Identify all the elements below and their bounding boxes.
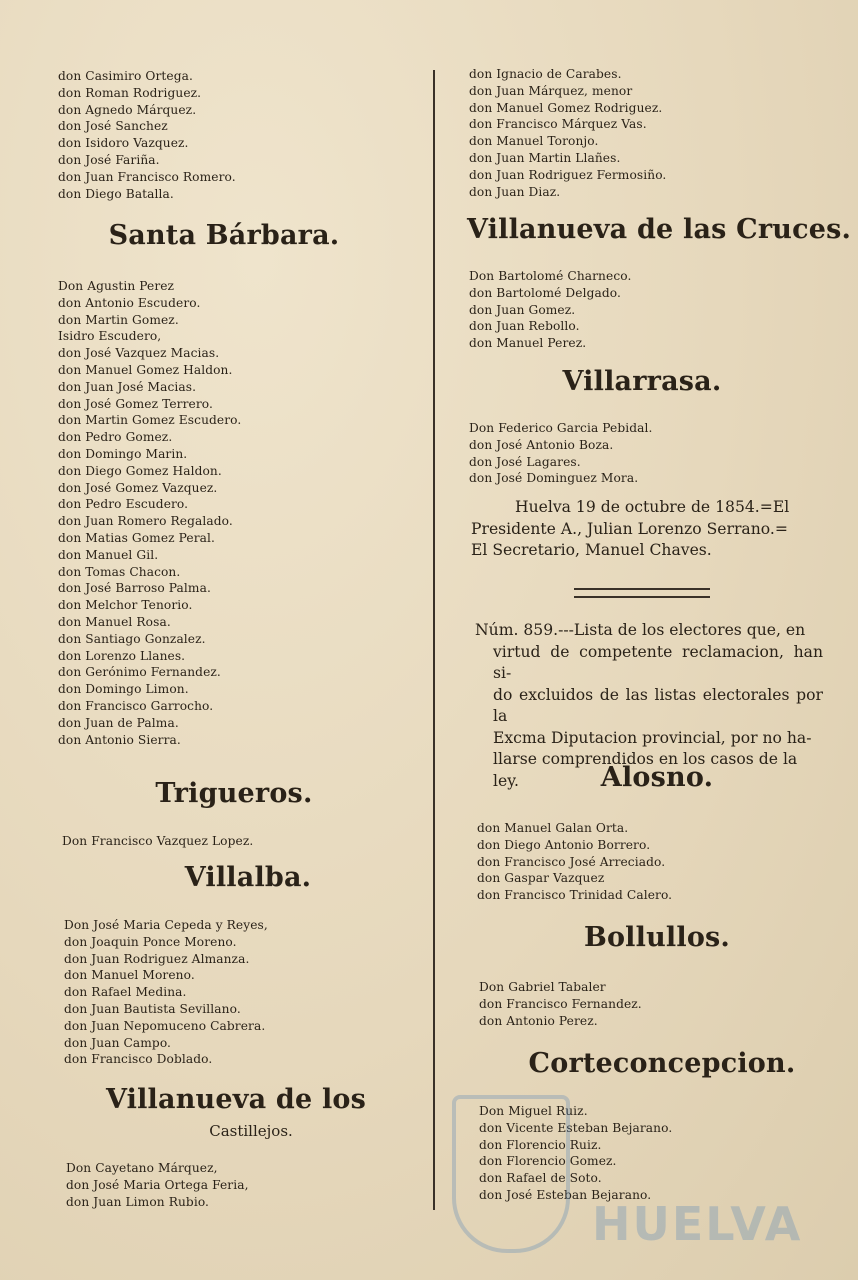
paragraph-line: do excluidos de las listas electorales por la: [493, 685, 823, 725]
list-item: don Francisco Garrocho.: [58, 698, 214, 713]
section-title-corteconcepcion: Corteconcepcion.: [528, 1048, 796, 1079]
list-item: don Antonio Escudero.: [58, 295, 201, 310]
list-item: Don Federico Garcia Pebidal.: [469, 421, 653, 435]
list-item: don Manuel Toronjo.: [469, 134, 599, 149]
right-top-names: [469, 66, 666, 200]
closing-line: Presidente A., Julian Lorenzo Serrano.=: [471, 519, 788, 538]
closing-line: Huelva 19 de octubre de 1854.=El: [515, 498, 790, 516]
list-item: don Juan Gomez.: [469, 302, 576, 317]
section-title-trigueros: Trigueros.: [155, 778, 313, 809]
list-item: don Francisco Márquez Vas.: [469, 117, 647, 132]
list-item: don Domingo Limon.: [58, 682, 189, 697]
list-item: don Juan Rebollo.: [469, 319, 580, 334]
list-item: don Diego Gomez Haldon.: [58, 463, 222, 478]
watermark-text: HUELVA: [592, 1197, 803, 1251]
list-item: Don Francisco Vazquez Lopez.: [62, 834, 254, 848]
santa-barbara-names: [58, 278, 241, 748]
list-item: don Diego Batalla.: [58, 186, 174, 201]
list-item: don Martin Gomez Escudero.: [58, 413, 242, 428]
list-item: don Gaspar Vazquez: [477, 871, 605, 886]
left-top-names: [58, 68, 236, 202]
list-item: don José Sanchez: [58, 119, 168, 134]
paragraph-line: Núm. 859.---Lista de los electores que, en: [475, 621, 806, 639]
paragraph-line: virtud de competente reclamacion, han si-: [493, 642, 823, 682]
list-item: Isidro Escudero,: [58, 329, 162, 344]
list-item: don Manuel Gomez Rodriguez.: [469, 100, 663, 115]
list-item: don Domingo Marin.: [58, 446, 188, 461]
column-divider: [433, 70, 435, 1210]
list-item: don Lorenzo Llanes.: [58, 648, 186, 663]
list-item: don Juan Nepomuceno Cabrera.: [64, 1018, 266, 1033]
list-item: Don Miguel Ruiz.: [479, 1104, 588, 1118]
villalba-names: [64, 917, 268, 1068]
list-item: Don José Maria Cepeda y Reyes,: [64, 918, 268, 932]
list-item: don Pedro Gomez.: [58, 430, 173, 445]
list-item: don Isidoro Vazquez.: [58, 136, 189, 151]
list-item: don Melchor Tenorio.: [58, 598, 193, 613]
list-item: don José Lagares.: [469, 454, 581, 469]
list-item: don José Gomez Vazquez.: [58, 480, 218, 495]
paragraph-line: llarse comprendidos en los casos de la: [493, 750, 798, 768]
villanueva-cruces-names: [469, 268, 631, 352]
section-title-villanueva-castillejos: Villanueva de los: [105, 1084, 367, 1115]
list-item: don Juan Diaz.: [469, 184, 561, 199]
list-item: don Matias Gomez Peral.: [58, 530, 215, 545]
list-item: don José Antonio Boza.: [469, 437, 614, 452]
paragraph-line: ley.: [493, 771, 519, 790]
alosno-names: [477, 820, 672, 904]
closing-signature: [471, 497, 821, 562]
list-item: don Juan Martin Llañes.: [469, 150, 621, 165]
list-item: don Tomas Chacon.: [58, 564, 181, 579]
section-title-bollullos: Bollullos.: [583, 922, 731, 953]
section-subtitle-castillejos: Castillejos.: [209, 1122, 293, 1140]
list-item: don Juan Campo.: [64, 1035, 172, 1050]
list-item: don Bartolomé Delgado.: [469, 285, 621, 300]
list-item: Don Bartolomé Charneco.: [469, 269, 632, 283]
list-item: don Antonio Sierra.: [58, 732, 181, 747]
villanueva-castillejos-names: [66, 1160, 249, 1210]
list-item: don Juan Rodriguez Fermosiño.: [469, 167, 667, 182]
list-item: don Manuel Rosa.: [58, 614, 171, 629]
closing-line: El Secretario, Manuel Chaves.: [471, 541, 712, 559]
shield-icon: [452, 1095, 570, 1253]
decorative-double-rule: [574, 588, 710, 598]
list-item: don José Barroso Palma.: [58, 581, 211, 596]
list-item: don Santiago Gonzalez.: [58, 631, 206, 646]
list-item: don Francisco Fernandez.: [479, 996, 642, 1011]
list-item: don Juan de Palma.: [58, 715, 179, 730]
list-item: don Martin Gomez.: [58, 312, 179, 327]
list-item: don Rafael Medina.: [64, 985, 187, 1000]
list-item: don Francisco Trinidad Calero.: [477, 888, 673, 903]
list-item: don Manuel Moreno.: [64, 968, 195, 983]
list-item: don Roman Rodriguez.: [58, 85, 202, 100]
section-title-santa-barbara: Santa Bárbara.: [108, 220, 340, 251]
section-title-alosno: Alosno.: [600, 762, 714, 793]
list-item: don Rafael de Soto.: [479, 1171, 602, 1186]
list-item: don Agnedo Márquez.: [58, 102, 197, 117]
list-item: don Manuel Galan Orta.: [477, 821, 629, 835]
list-item: don Juan José Macias.: [58, 379, 197, 394]
list-item: Don Gabriel Tabaler: [479, 980, 606, 994]
list-item: don José Dominguez Mora.: [469, 471, 639, 486]
list-item: don Juan Márquez, menor: [469, 83, 633, 98]
section-title-villalba: Villalba.: [184, 862, 312, 893]
villarrasa-names: [469, 420, 653, 487]
list-item: don José Maria Ortega Feria,: [66, 1177, 249, 1192]
list-item: don Antonio Perez.: [479, 1013, 598, 1028]
list-item: Don Agustin Perez: [58, 279, 175, 293]
list-item: don Florencio Ruiz.: [479, 1137, 602, 1152]
section-title-villanueva-cruces: Villanueva de las Cruces.: [467, 214, 852, 245]
list-item: don Juan Limon Rubio.: [66, 1194, 210, 1209]
list-item: don Manuel Gomez Haldon.: [58, 362, 233, 377]
list-item: don Diego Antonio Borrero.: [477, 837, 651, 852]
list-item: don Manuel Gil.: [58, 547, 159, 562]
list-item: don Juan Francisco Romero.: [58, 169, 236, 184]
paragraph-line: Excma Diputacion provincial, por no ha-: [493, 728, 812, 747]
list-item: don Juan Romero Regalado.: [58, 514, 233, 529]
list-item: don José Gomez Terrero.: [58, 396, 213, 411]
list-item: don Juan Rodriguez Almanza.: [64, 951, 250, 966]
section-title-villarrasa: Villarrasa.: [562, 366, 722, 397]
list-item: don Francisco José Arreciado.: [477, 854, 666, 869]
watermark-logo: [452, 1085, 803, 1265]
list-item: don Manuel Perez.: [469, 336, 587, 351]
list-item: don Ignacio de Carabes.: [469, 67, 622, 81]
list-item: don José Esteban Bejarano.: [479, 1187, 652, 1202]
list-item: don Vicente Esteban Bejarano.: [479, 1120, 673, 1135]
list-item: don José Fariña.: [58, 152, 160, 167]
list-item: don Casimiro Ortega.: [58, 69, 193, 83]
list-item: don Joaquin Ponce Moreno.: [64, 934, 237, 949]
bollullos-names: [479, 979, 642, 1029]
list-item: don José Vazquez Macias.: [58, 346, 220, 361]
list-item: don Pedro Escudero.: [58, 497, 189, 512]
list-item: don Florencio Gomez.: [479, 1154, 617, 1169]
list-item: don Juan Bautista Sevillano.: [64, 1001, 241, 1016]
list-item: don Francisco Doblado.: [64, 1052, 213, 1067]
list-item: don Gerónimo Fernandez.: [58, 665, 221, 680]
trigueros-names: [62, 833, 253, 850]
list-item: Don Cayetano Márquez,: [66, 1161, 218, 1175]
